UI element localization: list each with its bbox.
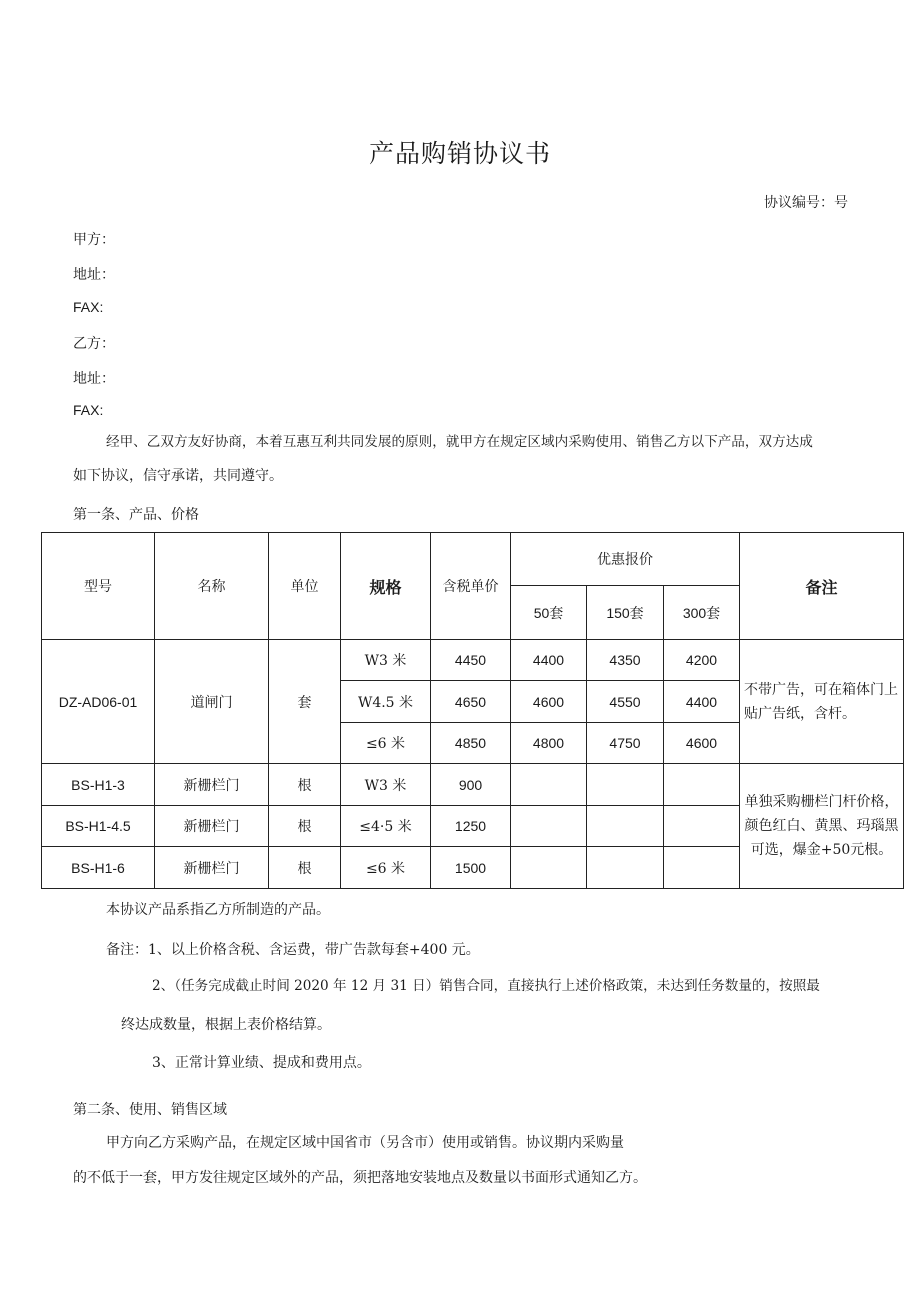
party-b-address-label: 地址： bbox=[73, 371, 115, 387]
price-150-cell bbox=[587, 764, 664, 806]
spec-cell: W3 米 bbox=[341, 640, 431, 681]
name-cell: 新栅栏门 bbox=[155, 806, 269, 847]
price-50-cell bbox=[511, 764, 587, 806]
unit-cell: 套 bbox=[269, 640, 341, 764]
header-model: 型号 bbox=[42, 533, 155, 640]
header-unit: 单位 bbox=[269, 533, 341, 640]
section-1-heading: 第一条、产品、价格 bbox=[73, 507, 199, 523]
table-row bbox=[42, 640, 904, 681]
price-cell: 900 bbox=[431, 764, 511, 806]
model-cell: DZ-AD06-01 bbox=[42, 640, 155, 764]
section-2-heading: 第二条、使用、销售区域 bbox=[73, 1102, 227, 1118]
party-a-fax-label: FAX: bbox=[73, 299, 104, 315]
unit-cell: 根 bbox=[269, 764, 341, 806]
price-150-cell: 4350 bbox=[587, 640, 664, 681]
party-a-label: 甲方： bbox=[73, 232, 115, 248]
price-150-cell bbox=[587, 847, 664, 889]
price-300-cell bbox=[664, 764, 740, 806]
price-300-cell: 4400 bbox=[664, 681, 740, 723]
header-discount: 优惠报价 bbox=[511, 533, 740, 586]
table-row bbox=[42, 764, 904, 806]
party-a-address-label: 地址： bbox=[73, 267, 115, 283]
price-300-cell: 4600 bbox=[664, 723, 740, 764]
product-scope-note: 本协议产品系指乙方所制造的产品。 bbox=[106, 902, 330, 918]
price-300-cell: 4200 bbox=[664, 640, 740, 681]
section-2-line-2: 的不低于一套，甲方发往规定区域外的产品，须把落地安装地点及数量以书面形式通知乙方。 bbox=[73, 1170, 647, 1186]
price-50-cell bbox=[511, 806, 587, 847]
note-2-line-2: 终达成数量，根据上表价格结算。 bbox=[121, 1017, 331, 1033]
page-title: 产品购销协议书 bbox=[368, 139, 551, 168]
name-cell: 道闸门 bbox=[155, 640, 269, 764]
price-cell: 4850 bbox=[431, 723, 511, 764]
intro-line-1: 经甲、乙双方友好协商，本着互惠互利共同发展的原则，就甲方在规定区域内采购使用、销售乙方以下产品，双方达成 bbox=[106, 434, 813, 450]
header-name: 名称 bbox=[155, 533, 269, 640]
price-50-cell: 4400 bbox=[511, 640, 587, 681]
price-50-cell: 4800 bbox=[511, 723, 587, 764]
agreement-number: 协议编号：号 bbox=[764, 195, 848, 211]
unit-cell: 根 bbox=[269, 806, 341, 847]
spec-cell: W3 米 bbox=[341, 764, 431, 806]
note-2-line-1: 2、（任务完成截止时间 2020 年 12 月 31 日）销售合同，直接执行上述价格政策，未达到任务数量的，按照最 bbox=[152, 978, 820, 994]
price-table bbox=[41, 532, 904, 889]
intro-line-2: 如下协议，信守承诺，共同遵守。 bbox=[73, 468, 283, 484]
remark-cell: 单独采购栅栏门杆价格，颜色红白、黄黑、玛瑙黑可选，爆金+50元根。 bbox=[740, 764, 904, 889]
spec-cell: W4.5 米 bbox=[341, 681, 431, 723]
price-cell: 1500 bbox=[431, 847, 511, 889]
spec-cell: ≤6 米 bbox=[341, 723, 431, 764]
model-cell: BS-H1-6 bbox=[42, 847, 155, 889]
price-300-cell bbox=[664, 847, 740, 889]
price-50-cell bbox=[511, 847, 587, 889]
price-150-cell bbox=[587, 806, 664, 847]
note-1: 备注：1、以上价格含税、含运费，带广告款每套+400 元。 bbox=[106, 942, 480, 958]
price-150-cell: 4550 bbox=[587, 681, 664, 723]
price-300-cell bbox=[664, 806, 740, 847]
unit-cell: 根 bbox=[269, 847, 341, 889]
price-cell: 4650 bbox=[431, 681, 511, 723]
model-cell: BS-H1-3 bbox=[42, 764, 155, 806]
party-b-fax-label: FAX: bbox=[73, 402, 104, 418]
price-50-cell: 4600 bbox=[511, 681, 587, 723]
price-cell: 4450 bbox=[431, 640, 511, 681]
spec-cell: ≤4·5 米 bbox=[341, 806, 431, 847]
name-cell: 新栅栏门 bbox=[155, 764, 269, 806]
name-cell: 新栅栏门 bbox=[155, 847, 269, 889]
price-cell: 1250 bbox=[431, 806, 511, 847]
header-tier-150: 150套 bbox=[587, 586, 664, 640]
price-150-cell: 4750 bbox=[587, 723, 664, 764]
header-spec: 规格 bbox=[341, 533, 431, 640]
header-tier-50: 50套 bbox=[511, 586, 587, 640]
model-cell: BS-H1-4.5 bbox=[42, 806, 155, 847]
header-tier-300: 300套 bbox=[664, 586, 740, 640]
spec-cell: ≤6 米 bbox=[341, 847, 431, 889]
party-b-label: 乙方： bbox=[73, 336, 115, 352]
section-2-line-1: 甲方向乙方采购产品，在规定区域中国省市（另含市）使用或销售。协议期内采购量 bbox=[106, 1135, 624, 1151]
remark-cell: 不带广告，可在箱体门上贴广告纸，含杆。 bbox=[740, 640, 904, 764]
header-remark: 备注 bbox=[740, 533, 904, 640]
note-3: 3、正常计算业绩、提成和费用点。 bbox=[152, 1055, 371, 1071]
header-price: 含税单价 bbox=[431, 533, 511, 640]
